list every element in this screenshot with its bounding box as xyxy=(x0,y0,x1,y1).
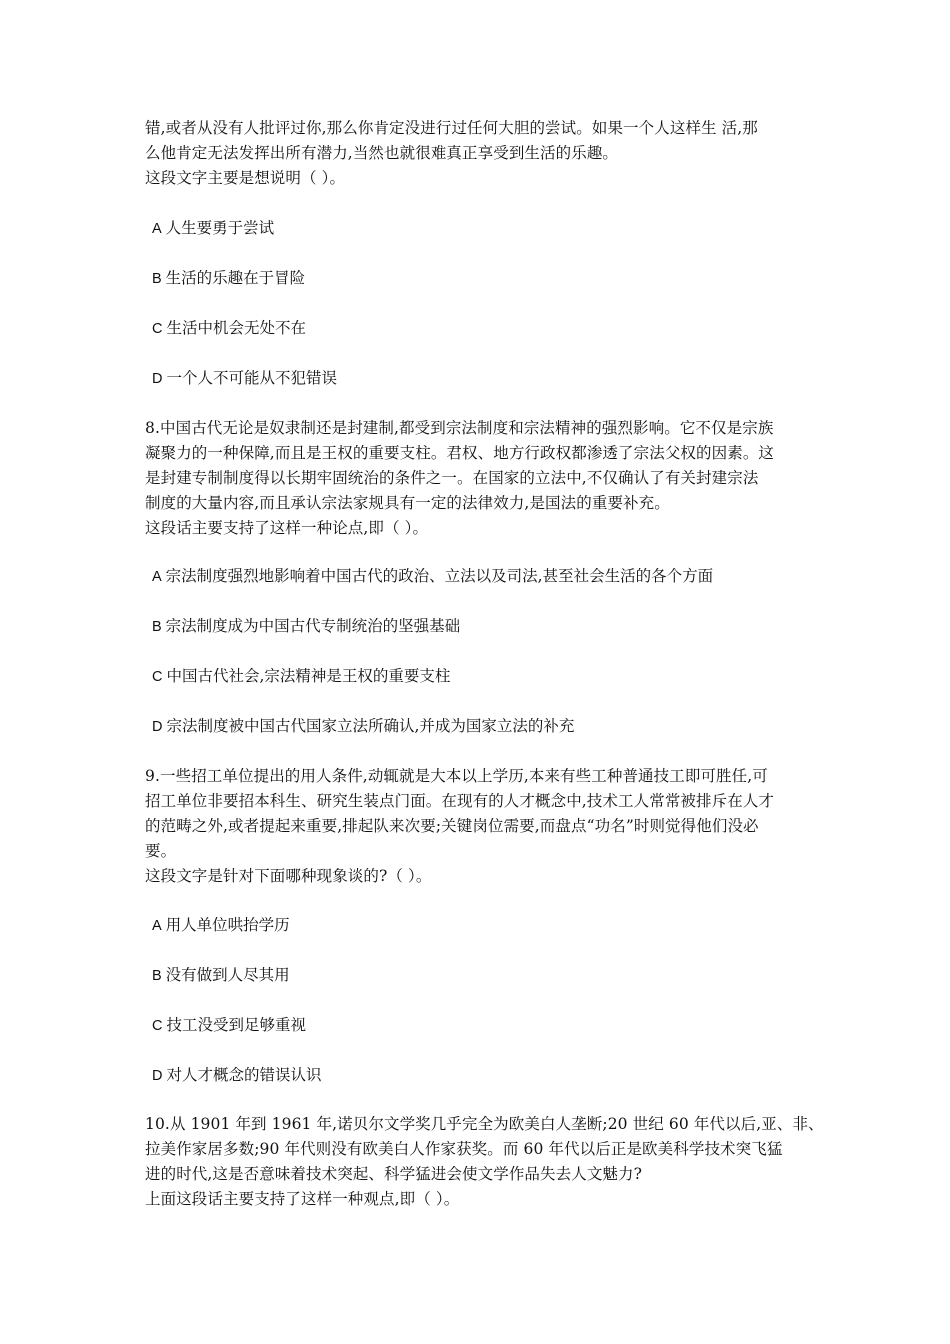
option-letter: D xyxy=(152,719,163,735)
q9-option-d[interactable] xyxy=(152,1063,832,1088)
question-8-line: 制度的大量内容,而且承认宗法家规具有一定的法律效力,是国法的重要补充。 xyxy=(145,494,670,512)
option-text: 没有做到人尽其用 xyxy=(165,966,290,984)
question-10-line: 10.从 1901 年到 1961 年,诺贝尔文学奖几乎完全为欧美白人垄断;20 世纪 60 年代以后,亚、非、 xyxy=(145,1115,824,1133)
option-letter: A xyxy=(152,918,162,934)
q8-option-b[interactable] xyxy=(152,614,832,639)
option-letter: D xyxy=(152,371,163,387)
option-text: 中国古代社会,宗法精神是王权的重要支柱 xyxy=(166,667,451,685)
q8-option-a[interactable] xyxy=(152,564,832,589)
question-9-line: 招工单位非要招本科生、研究生装点门面。在现有的人才概念中,技术工人常常被排斥在人才 xyxy=(145,792,775,810)
option-letter: C xyxy=(152,669,163,685)
option-letter: C xyxy=(152,321,163,337)
option-text: 宗法制度被中国古代国家立法所确认,并成为国家立法的补充 xyxy=(166,717,575,735)
question-9-line: 9.一些招工单位提出的用人条件,动辄就是大本以上学历,本来有些工种普通技工即可胜任,可 xyxy=(145,767,768,785)
passage-line: 么他肯定无法发挥出所有潜力,当然也就很难真正享受到生活的乐趣。 xyxy=(145,144,619,162)
q9-option-a[interactable] xyxy=(152,913,832,938)
passage-line: 错,或者从没有人批评过你,那么你肯定没进行过任何大胆的尝试。如果一个人这样生 活,那 xyxy=(145,119,758,137)
option-letter: D xyxy=(152,1068,163,1084)
q9-option-c[interactable] xyxy=(152,1013,832,1038)
option-text: 生活的乐趣在于冒险 xyxy=(165,269,306,287)
option-text: 生活中机会无处不在 xyxy=(166,319,306,337)
option-letter: A xyxy=(152,221,162,237)
option-b[interactable] xyxy=(152,266,832,291)
question-8-line: 是封建专制制度得以长期牢固统治的条件之一。在国家的立法中,不仅确认了有关封建宗法 xyxy=(145,469,759,487)
question-10-prompt: 上面这段话主要支持了这样一种观点,即（ ）。 xyxy=(145,1190,460,1208)
option-letter: B xyxy=(152,968,162,984)
question-9-prompt: 这段文字是针对下面哪种现象谈的?（ ）。 xyxy=(145,867,432,885)
question-8-prompt: 这段话主要支持了这样一种论点,即（ ）。 xyxy=(145,519,429,537)
option-letter: B xyxy=(152,271,162,287)
option-letter: A xyxy=(152,569,162,585)
question-8-line: 8.中国古代无论是奴隶制还是封建制,都受到宗法制度和宗法精神的强烈影响。它不仅是宗族 xyxy=(145,419,774,437)
question-9-line: 要。 xyxy=(145,842,177,860)
option-d[interactable] xyxy=(152,366,832,391)
option-text: 技工没受到足够重视 xyxy=(166,1016,306,1034)
option-text: 对人才概念的错误认识 xyxy=(166,1066,322,1084)
option-c[interactable] xyxy=(152,316,832,341)
option-a[interactable] xyxy=(152,216,832,241)
option-text: 用人单位哄抬学历 xyxy=(165,916,290,934)
option-text: 宗法制度成为中国古代专制统治的坚强基础 xyxy=(165,617,461,635)
q9-option-b[interactable] xyxy=(152,963,832,988)
question-prompt: 这段文字主要是想说明（ ）。 xyxy=(145,169,346,187)
option-text: 一个人不可能从不犯错误 xyxy=(166,369,337,387)
option-letter: B xyxy=(152,619,162,635)
question-10-line: 拉美作家居多数;90 年代则没有欧美白人作家获奖。而 60 年代以后正是欧美科学技术突飞猛 xyxy=(145,1140,783,1158)
option-text: 宗法制度强烈地影响着中国古代的政治、立法以及司法,甚至社会生活的各个方面 xyxy=(165,567,714,585)
q8-option-d[interactable] xyxy=(152,714,832,739)
option-text: 人生要勇于尝试 xyxy=(165,219,275,237)
q8-option-c[interactable] xyxy=(152,664,832,689)
option-letter: C xyxy=(152,1018,163,1034)
question-9-line: 的范畴之外,或者提起来重要,排起队来次要;关键岗位需要,而盘点“功名”时则觉得他们没必 xyxy=(145,817,759,835)
question-8-line: 凝聚力的一种保障,而且是王权的重要支柱。君权、地方行政权都渗透了宗法父权的因素。这 xyxy=(145,444,775,462)
question-10-line: 进的时代,这是否意味着技术突起、科学猛进会使文学作品失去人文魅力? xyxy=(145,1165,643,1183)
